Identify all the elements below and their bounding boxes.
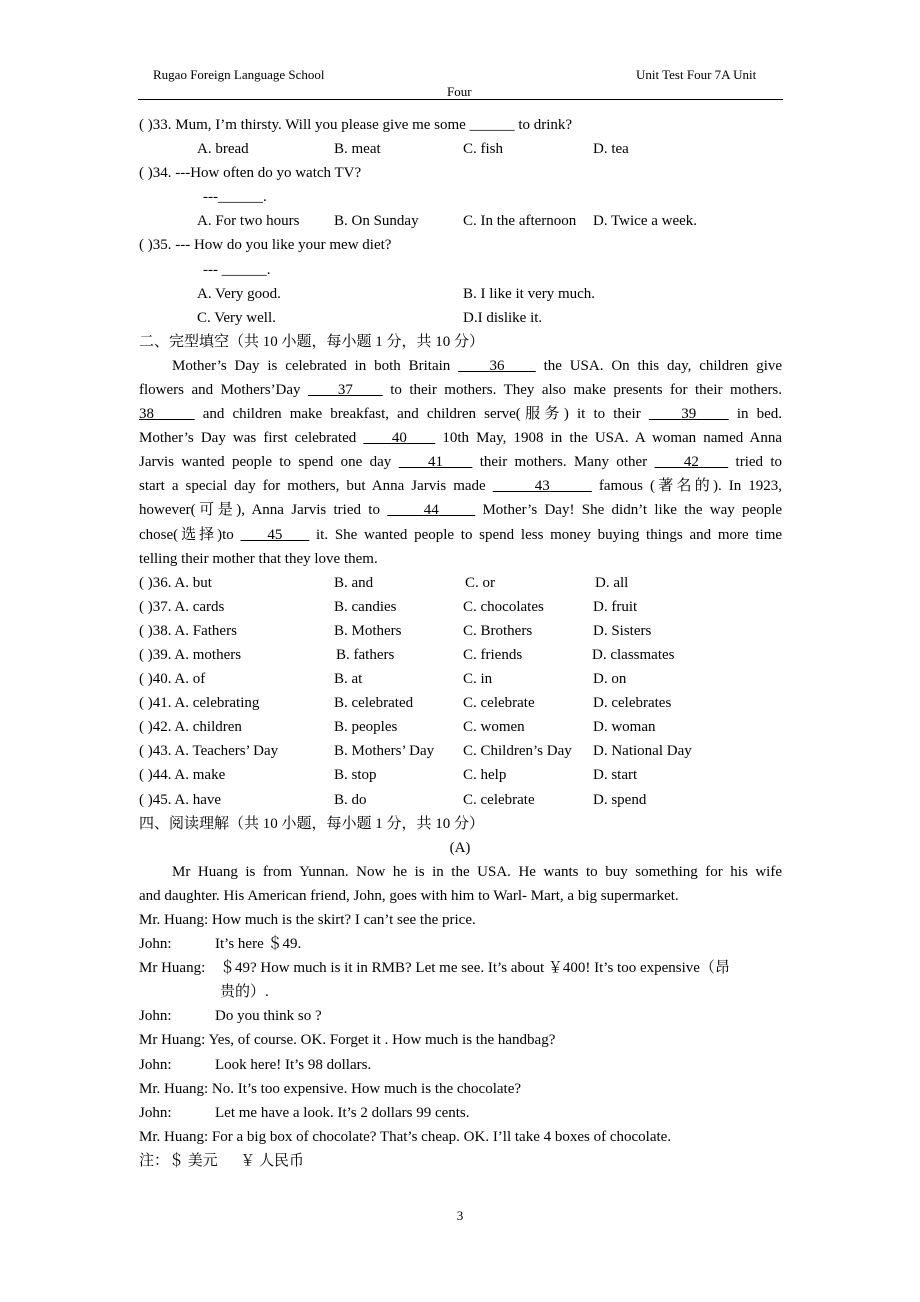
passage-line-3: 38 and children make breakfast, and children serve(服务) it to their 39 in bed. (139, 406, 783, 422)
option-d: D.I dislike it. (463, 310, 543, 326)
speaker: John: (139, 1105, 172, 1121)
dialogue-line-5 (139, 1028, 555, 1052)
blank-45: 45 (267, 527, 283, 543)
blank-43: 43 (534, 478, 550, 494)
utterance: Do you think so ? (215, 1008, 322, 1024)
reading-intro-line-1: Mr Huang is from Yunnan. Now he is in the USA. He wants to buy something for his wife (172, 864, 782, 880)
speaker: Mr. Huang: (139, 912, 209, 928)
option-a: A. Very good. (197, 286, 281, 302)
section-cloze-heading: 二、完型填空（共 10 小题，每小题 1 分，共 10 分） (139, 334, 485, 350)
page-number: 3 (456, 1208, 464, 1223)
blank-42: 42 (683, 454, 699, 470)
option-b: B. meat (334, 141, 381, 157)
blank-38: 38 (139, 406, 154, 422)
dialogue-line-7 (139, 1077, 521, 1101)
blank-40: 40 (391, 430, 407, 446)
header-school: Rugao Foreign Language School (153, 67, 325, 82)
utterance: For a big box of chocolate? That’s cheap. OK. I’ll take 4 boxes of chocolate. (211, 1129, 672, 1145)
utterance: ＄49? How much is it in RMB? Let me see. It’s about ￥400! It’s too expensive（昂 (220, 960, 730, 976)
speaker: John: (139, 1008, 172, 1024)
speaker: Mr. Huang: (139, 1081, 209, 1097)
question-34: ( )34. ---How often do yo watch TV? (139, 165, 362, 181)
reading-part-label: (A) (449, 840, 471, 856)
passage-line-6: start a special day for mothers, but Anna Jarvis made 43 famous (著名的). In 1923, (139, 478, 783, 494)
speaker: John: (139, 936, 172, 952)
utterance: It’s here ＄49. (215, 936, 302, 952)
dialogue-line-3-cont: 贵的）. (220, 984, 269, 1000)
blank-39: 39 (681, 406, 697, 422)
option-d: D. Twice a week. (593, 213, 698, 229)
blank-37: 37 (337, 382, 353, 398)
utterance: How much is the skirt? I can’t see the price. (211, 912, 476, 928)
option-c: C. fish (463, 141, 504, 157)
speaker: Mr Huang: (139, 1032, 206, 1048)
passage-line-1: Mother’s Day is celebrated in both Britain 36 the USA. On this day, children give (172, 358, 783, 374)
passage-line-4: Mother’s Day was first celebrated 40 10th May, 1908 in the USA. A woman named Anna (139, 430, 783, 446)
passage-line-2: flowers and Mothers’Day 37 to their mothers. They also make presents for their mothers. (139, 382, 783, 398)
section-reading-heading: 四、阅读理解（共 10 小题，每小题 1 分，共 10 分） (139, 816, 485, 832)
dialogue-line-1 (139, 908, 476, 932)
option-c: C. In the afternoon (463, 213, 577, 229)
question-33: ( )33. Mum, I’m thirsty. Will you please give me some ______ to drink? (139, 117, 573, 133)
passage-line-8: chose(选择)to 45 it. She wanted people to spend less money buying things and more time (139, 527, 783, 543)
question-35: ( )35. --- How do you like your mew diet? (139, 237, 392, 253)
dialogue-line-9 (139, 1125, 671, 1149)
header-unit-title: Unit Test Four 7A Unit (636, 67, 757, 82)
option-b: B. I like it very much. (463, 286, 596, 302)
passage-line-7: however(可是), Anna Jarvis tried to 44 Mother’s Day! She didn’t like the way people (139, 502, 783, 518)
option-a: A. For two hours (197, 213, 300, 229)
question-35-answer-blank: --- ______. (203, 262, 271, 278)
utterance: Let me have a look. It’s 2 dollars 99 cents. (215, 1105, 470, 1121)
question-34-answer-blank: ---______. (203, 189, 267, 205)
option-a: A. bread (197, 141, 249, 157)
passage-line-9: telling their mother that they love them. (139, 551, 378, 567)
option-c: C. Very well. (197, 310, 276, 326)
blank-44: 44 (423, 502, 439, 518)
header-rule (138, 99, 783, 100)
reading-intro-line-2: and daughter. His American friend, John, goes with him to Warl- Mart, a big supermarket. (139, 888, 679, 904)
currency-note: 注：＄ 美元 ￥ 人民币 (139, 1153, 305, 1169)
utterance: No. It’s too expensive. How much is the chocolate? (211, 1081, 522, 1097)
utterance: Yes, of course. OK. Forget it . How much is the handbag? (208, 1032, 556, 1048)
option-d: D. tea (593, 141, 629, 157)
speaker: Mr Huang: (139, 960, 206, 976)
utterance: Look here! It’s 98 dollars. (215, 1057, 372, 1073)
option-b: B. On Sunday (334, 213, 419, 229)
header-unit-title-cont: Four (447, 84, 472, 99)
blank-41: 41 (428, 454, 444, 470)
passage-line-5: Jarvis wanted people to spend one day 41 their mothers. Many other 42 tried to (139, 454, 783, 470)
speaker: John: (139, 1057, 172, 1073)
speaker: Mr. Huang: (139, 1129, 209, 1145)
blank-36: 36 (489, 358, 505, 374)
